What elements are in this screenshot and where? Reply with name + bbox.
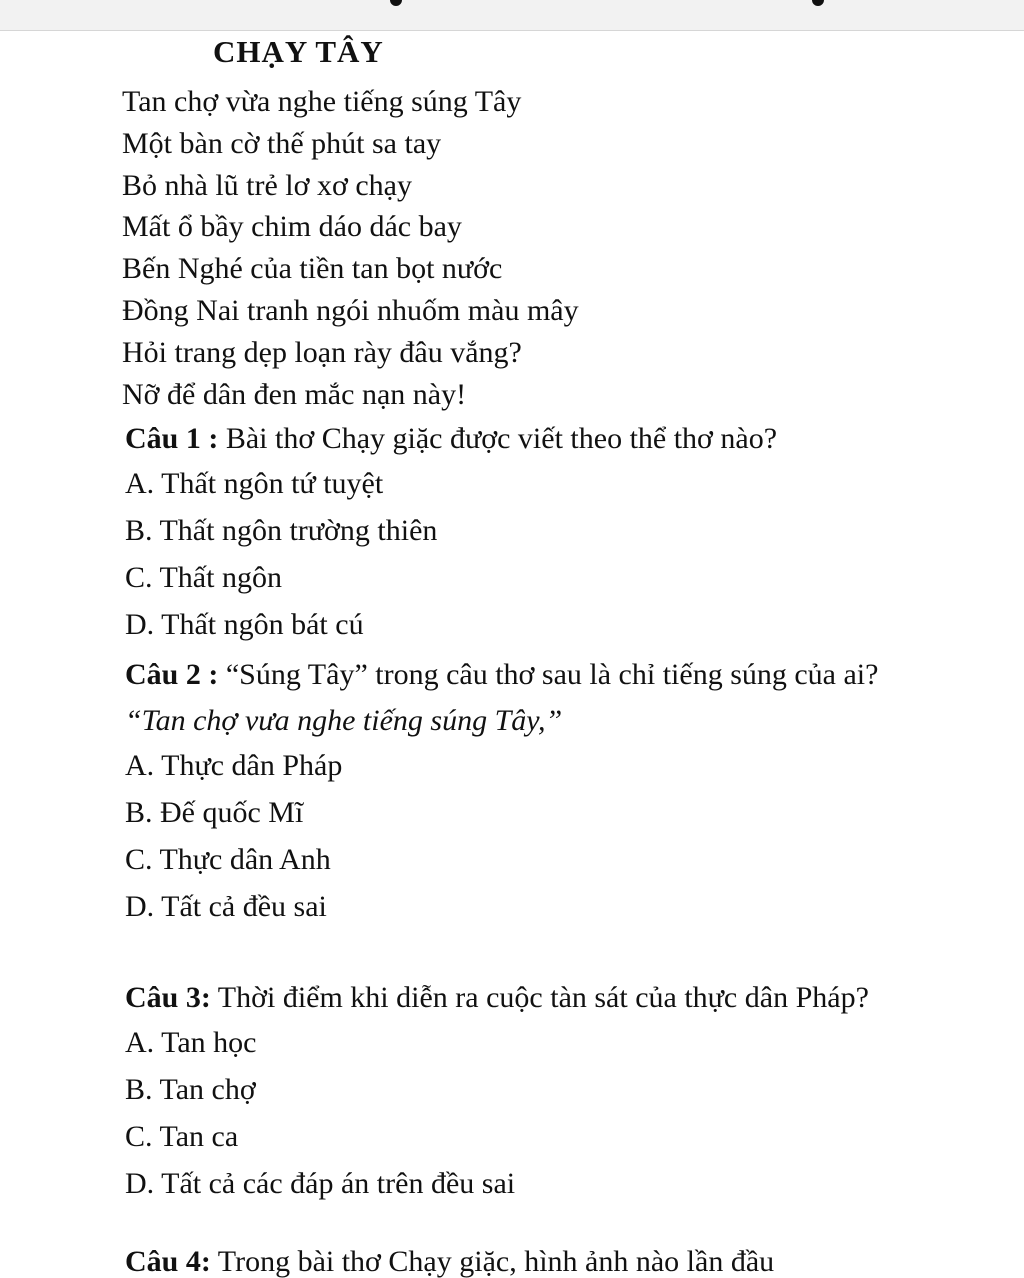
document-page <box>0 31 1024 1278</box>
question-1-option-a[interactable]: A. Thất ngôn tứ tuyệt <box>125 467 384 500</box>
question-1-option-b[interactable]: B. Thất ngôn trường thiên <box>125 514 438 547</box>
poem-line: Bỏ nhà lũ trẻ lơ xơ chạy <box>122 168 412 202</box>
poem-line: Một bàn cờ thế phút sa tay <box>122 126 442 160</box>
question-1-prompt <box>125 418 905 460</box>
question-2-option-b[interactable]: B. Đế quốc Mĩ <box>125 796 304 829</box>
question-2-option-a[interactable]: A. Thực dân Pháp <box>125 749 343 782</box>
poem-line: Mất ổ bầy chim dáo dác bay <box>122 210 462 244</box>
question-1-option-d[interactable]: D. Thất ngôn bát cú <box>125 608 364 641</box>
question-2 <box>125 654 905 930</box>
question-2-option-c[interactable]: C. Thực dân Anh <box>125 843 331 876</box>
question-3-option-a[interactable]: A. Tan học <box>125 1026 257 1059</box>
question-1-option-c[interactable]: C. Thất ngôn <box>125 561 282 594</box>
question-4-prompt <box>125 1241 774 1278</box>
question-3-prompt <box>125 977 905 1019</box>
question-2-option-d[interactable]: D. Tất cả đều sai <box>125 890 327 923</box>
poem-line: Bến Nghé của tiền tan bọt nước <box>122 252 503 286</box>
question-3-option-c[interactable]: C. Tan ca <box>125 1120 239 1153</box>
question-4-label: Câu 4: <box>125 1245 211 1278</box>
question-2-prompt <box>125 654 905 696</box>
question-3-text: Thời điểm khi diễn ra cuộc tàn sát của thực dân Pháp? <box>210 981 869 1014</box>
question-3-label: Câu 3: <box>125 981 211 1014</box>
left-drag-handle[interactable] <box>390 0 402 6</box>
poem-title: CHẠY TÂY <box>213 34 384 69</box>
question-1-label: Câu 1 : <box>125 422 219 455</box>
question-3-option-d[interactable]: D. Tất cả các đáp án trên đều sai <box>125 1167 516 1200</box>
poem-line: Hỏi trang dẹp loạn rày đâu vắng? <box>122 335 522 369</box>
question-2-label: Câu 2 : <box>125 658 219 691</box>
poem-body <box>122 81 579 415</box>
question-4-text: Trong bài thơ Chạy giặc, hình ảnh nào lần đầu <box>210 1245 775 1278</box>
question-3 <box>125 977 905 1207</box>
right-drag-handle[interactable] <box>812 0 824 6</box>
question-3-option-b[interactable]: B. Tan chợ <box>125 1073 256 1106</box>
poem-line: Nỡ để dân đen mắc nạn này! <box>122 377 467 411</box>
question-1 <box>125 418 905 648</box>
question-2-text: “Súng Tây” trong câu thơ sau là chỉ tiếng súng của ai? <box>218 658 879 691</box>
question-1-text: Bài thơ Chạy giặc được viết theo thể thơ nào? <box>218 422 778 455</box>
question-2-quote: “Tan chợ vưa nghe tiếng súng Tây,” <box>125 704 563 737</box>
poem-line: Tan chợ vừa nghe tiếng súng Tây <box>122 85 522 118</box>
poem-line: Đồng Nai tranh ngói nhuốm màu mây <box>122 293 579 327</box>
top-toolbar <box>0 0 1024 31</box>
